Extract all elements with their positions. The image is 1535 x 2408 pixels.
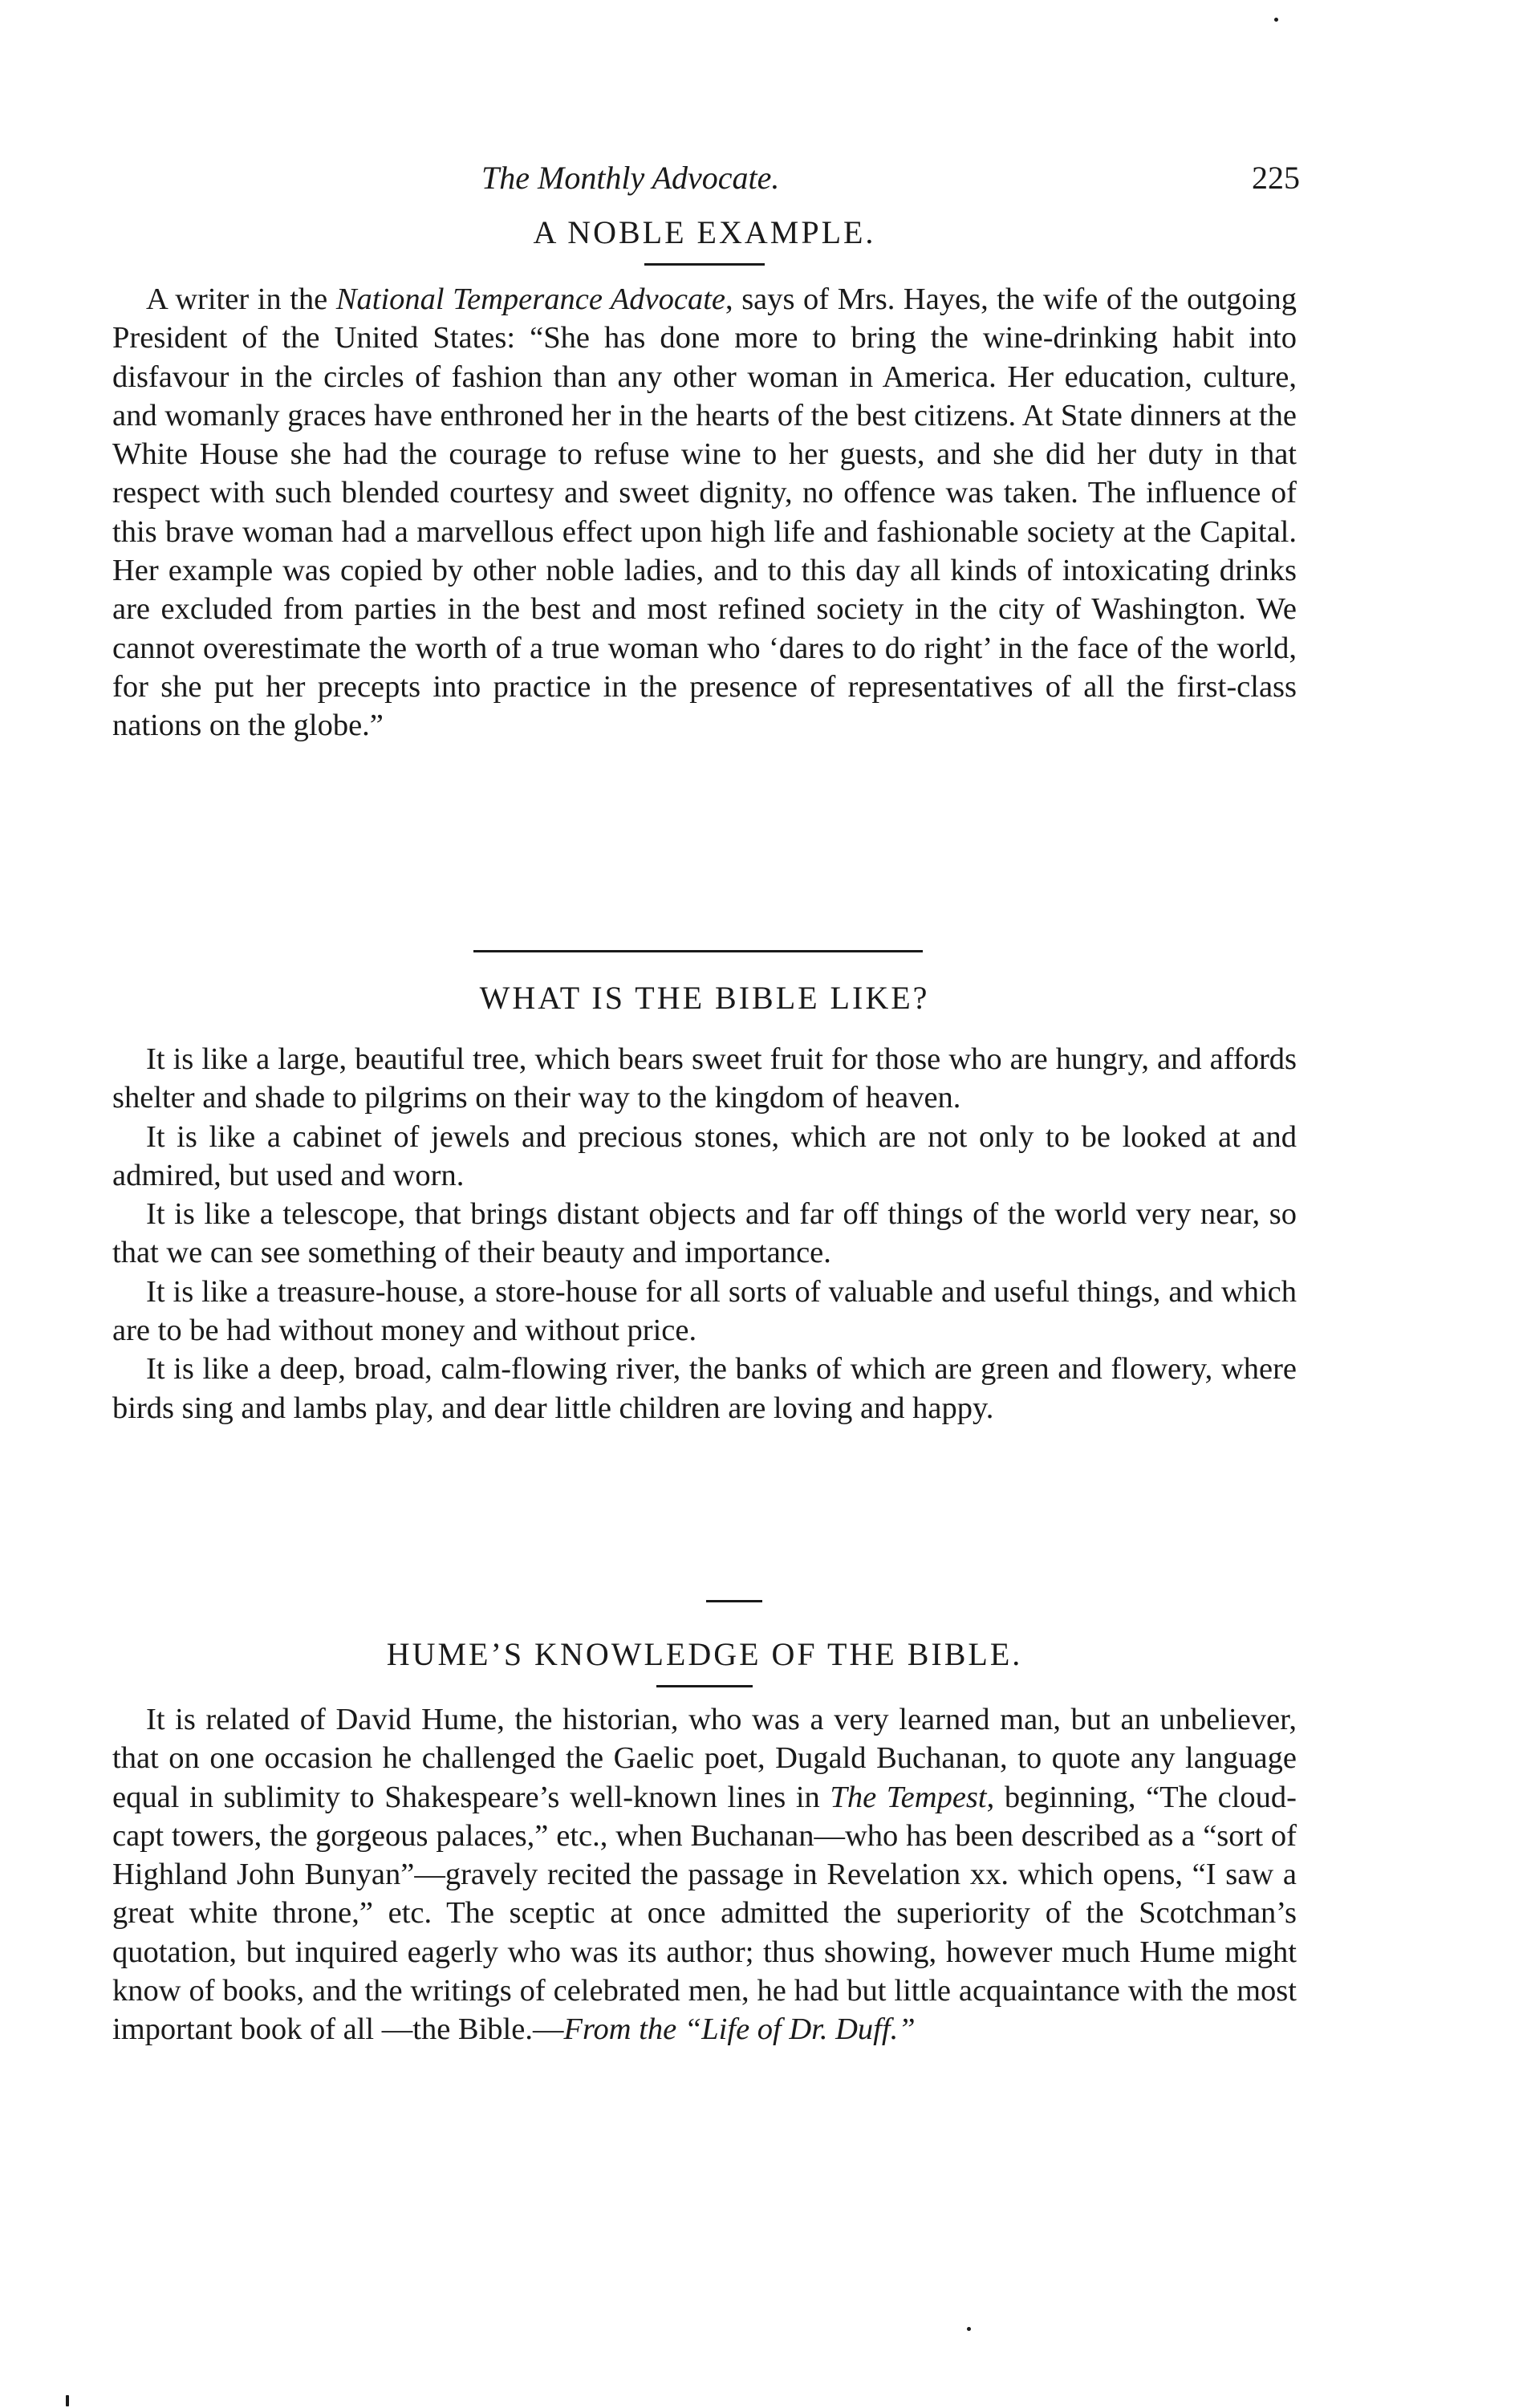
running-title: The Monthly Advocate. <box>481 160 780 196</box>
print-speck <box>967 2327 971 2331</box>
article-paragraph: It is like a cabinet of jewels and precious stones, which are not only to be looked at and admired, but used and worn. <box>112 1119 1297 1192</box>
article-paragraph: It is related of David Hume, the historian, who was a very learned man, but an unbeliever, that on one occasion he challenged the Gaelic poet, Dugald Buchanan, to quote any language equal in sublimity to Shakespeare’s well-known lines in The Tempest, beginning, “The cloud-capt towers, the gorgeous palaces,” etc., when Buchanan—who has been described as a “sort of Highland John Bunyan”—gravely recited the passage in Revelation xx. which opens, “I saw a great white throne,” etc. The sceptic at once admitted the superiority of the Scotchman’s quotation, but inquired eagerly who was its author; thus showing, however much Hume might know of books, and the writings of celebrated men, he had but little acquaintance with the most important book of all —the Bible.—From the “Life of Dr. Duff.” <box>112 1703 1297 2047</box>
article-bible-like <box>112 976 1297 1427</box>
print-speck <box>1274 18 1278 22</box>
source-citation: From the “Life of Dr. Duff.” <box>563 2012 916 2047</box>
article-paragraph: It is like a telescope, that brings distant objects and far off things of the world very near, so that we can see something of their beauty and importance. <box>112 1197 1297 1270</box>
section-divider <box>473 950 923 952</box>
article-paragraph: It is like a deep, broad, calm-flowing river, the banks of which are green and flowery, where birds sing and lambs play, and dear little children are loving and happy. <box>112 1352 1297 1425</box>
article-title: A NOBLE EXAMPLE. <box>533 214 876 250</box>
title-rule <box>656 1685 753 1687</box>
article-paragraph: It is like a large, beautiful tree, which bears sweet fruit for those who are hungry, and affords shelter and shade to pilgrims on their way to the kingdom of heaven. <box>112 1042 1297 1115</box>
print-speck <box>66 2395 69 2406</box>
article-paragraph: It is like a treasure-house, a store-house for all sorts of valuable and useful things, and which are to be had without money and without price. <box>112 1274 1297 1348</box>
work-title: The Tempest <box>830 1780 987 1814</box>
section-divider <box>706 1600 762 1602</box>
article-noble-example <box>112 210 1297 745</box>
title-rule <box>644 263 765 266</box>
article-hume <box>112 1632 1297 2049</box>
publication-name: National Temperance Advocate <box>335 282 726 316</box>
article-title: WHAT IS THE BIBLE LIKE? <box>479 980 930 1016</box>
article-paragraph: A writer in the National Temperance Advocate, says of Mrs. Hayes, the wife of the outgoing President of the United States: “She has done more to bring the wine-drinking habit into disfavour in the circles of fashion than any other woman in America. Her education, culture, and womanly graces have enthroned her in the hearts of the best citizens. At State dinners at the White House she had the courage to refuse wine to her guests, and she did her duty in that respect with such blended courtesy and sweet dignity, no offence was taken. The influence of this brave woman had a marvellous effect upon high life and fashionable society at the Capital. Her example was copied by other noble ladies, and to this day all kinds of intoxicating drinks are excluded from parties in the best and most refined society in the city of Washington. We cannot overestimate the worth of a true woman who ‘dares to do right’ in the face of the world, for she put her precepts into practice in the presence of representatives of all the first-class nations on the globe.” <box>112 282 1297 743</box>
running-head <box>481 159 1300 207</box>
page-number: 225 <box>1252 160 1300 196</box>
article-title: HUME’S KNOWLEDGE OF THE BIBLE. <box>386 1636 1023 1672</box>
